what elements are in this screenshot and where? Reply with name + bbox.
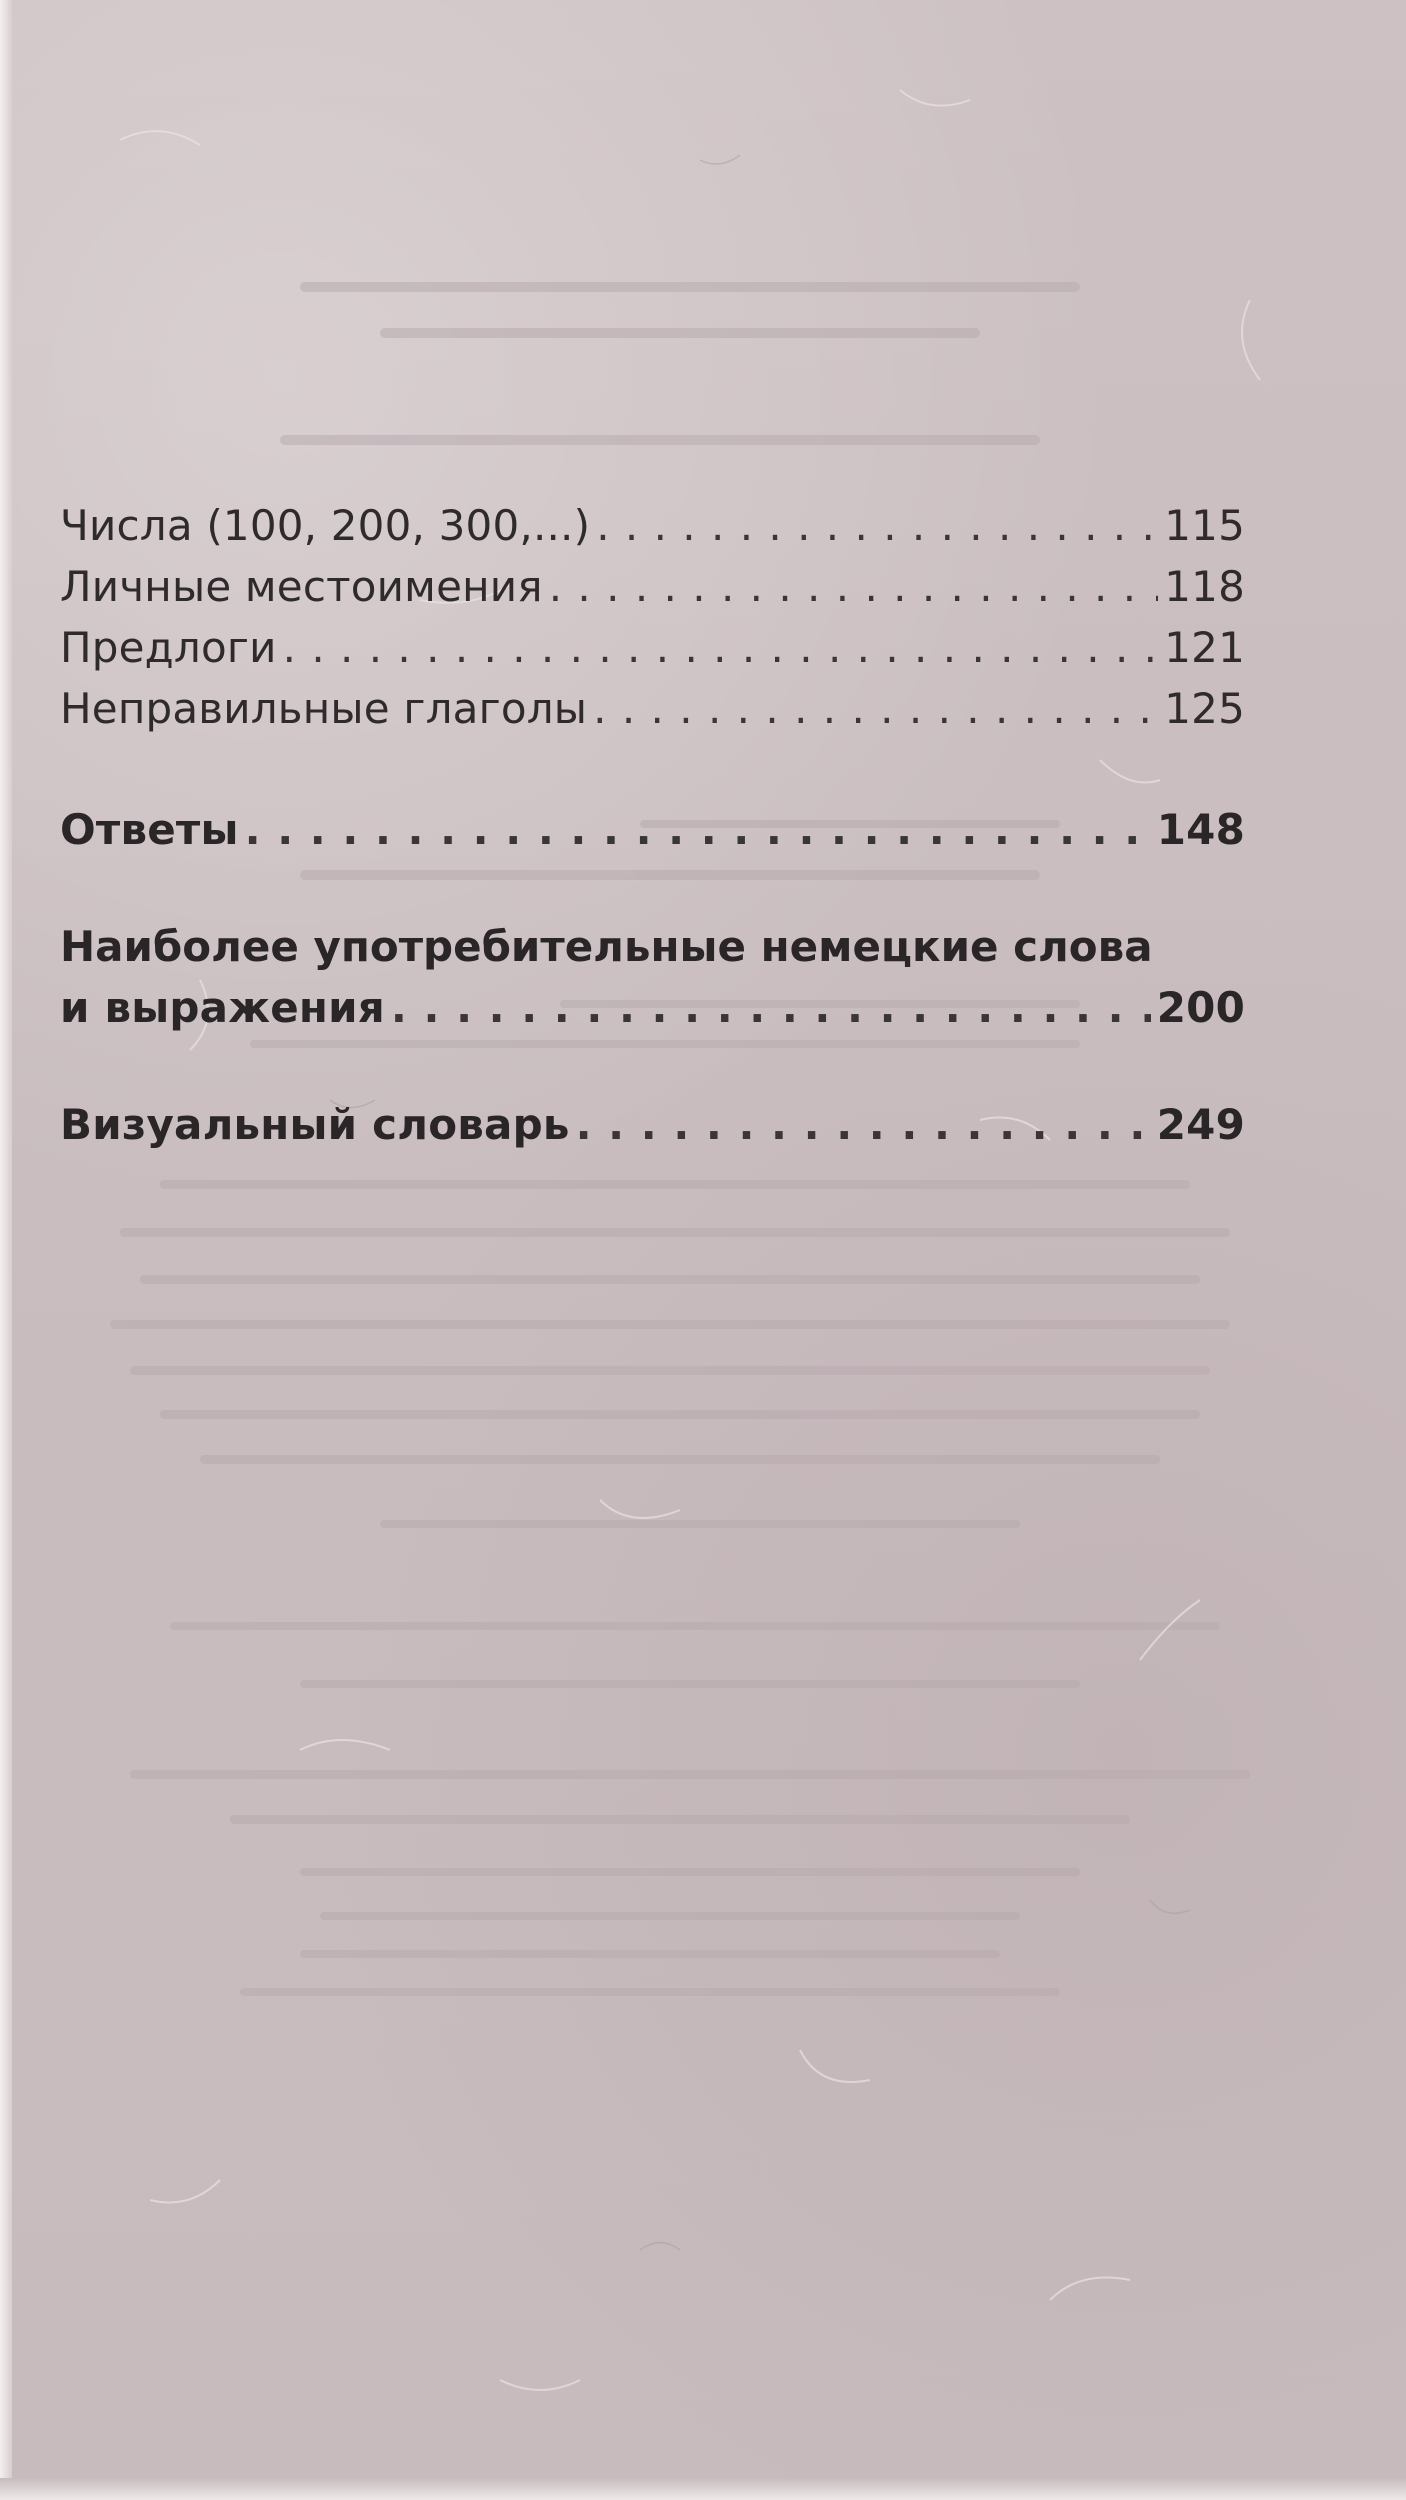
dot-leader	[283, 617, 1159, 678]
toc-entry-title: Личные местоимения	[60, 562, 543, 611]
toc-entry-page: 118	[1164, 562, 1245, 611]
toc-section-visual-dictionary	[60, 1094, 1245, 1155]
toc-entry	[60, 556, 1245, 617]
toc-entry	[60, 495, 1245, 556]
toc-section-page: 200	[1156, 983, 1245, 1032]
toc-section-common-words	[60, 977, 1245, 1038]
toc-entry-page: 121	[1164, 623, 1245, 672]
toc-entry-title: Числа (100, 200, 300,...)	[60, 501, 591, 550]
dot-leader	[593, 678, 1158, 739]
dot-leader	[391, 977, 1151, 1038]
toc-entry-page: 115	[1164, 501, 1245, 550]
toc-entry-title: Предлоги	[60, 623, 277, 672]
toc-entry-title: Неправильные глаголы	[60, 684, 588, 733]
dot-leader	[245, 799, 1151, 860]
toc-section-answers	[60, 799, 1245, 860]
table-of-contents	[60, 495, 1245, 1155]
dot-leader	[596, 495, 1158, 556]
toc-section-page: 148	[1156, 805, 1245, 854]
toc-entry	[60, 617, 1245, 678]
toc-section-title-line2: и выражения	[60, 983, 385, 1032]
dot-leader	[576, 1094, 1151, 1155]
toc-section-title: Ответы	[60, 805, 239, 854]
toc-section-title: Визуальный словарь	[60, 1100, 570, 1149]
dot-leader	[549, 556, 1159, 617]
toc-section-page: 249	[1156, 1100, 1245, 1149]
toc-entry-page: 125	[1164, 684, 1245, 733]
page-bottom-edge	[0, 2478, 1406, 2500]
toc-section-title-line1: Наиболее употребительные немецкие слова	[60, 922, 1153, 971]
toc-entry	[60, 678, 1245, 739]
